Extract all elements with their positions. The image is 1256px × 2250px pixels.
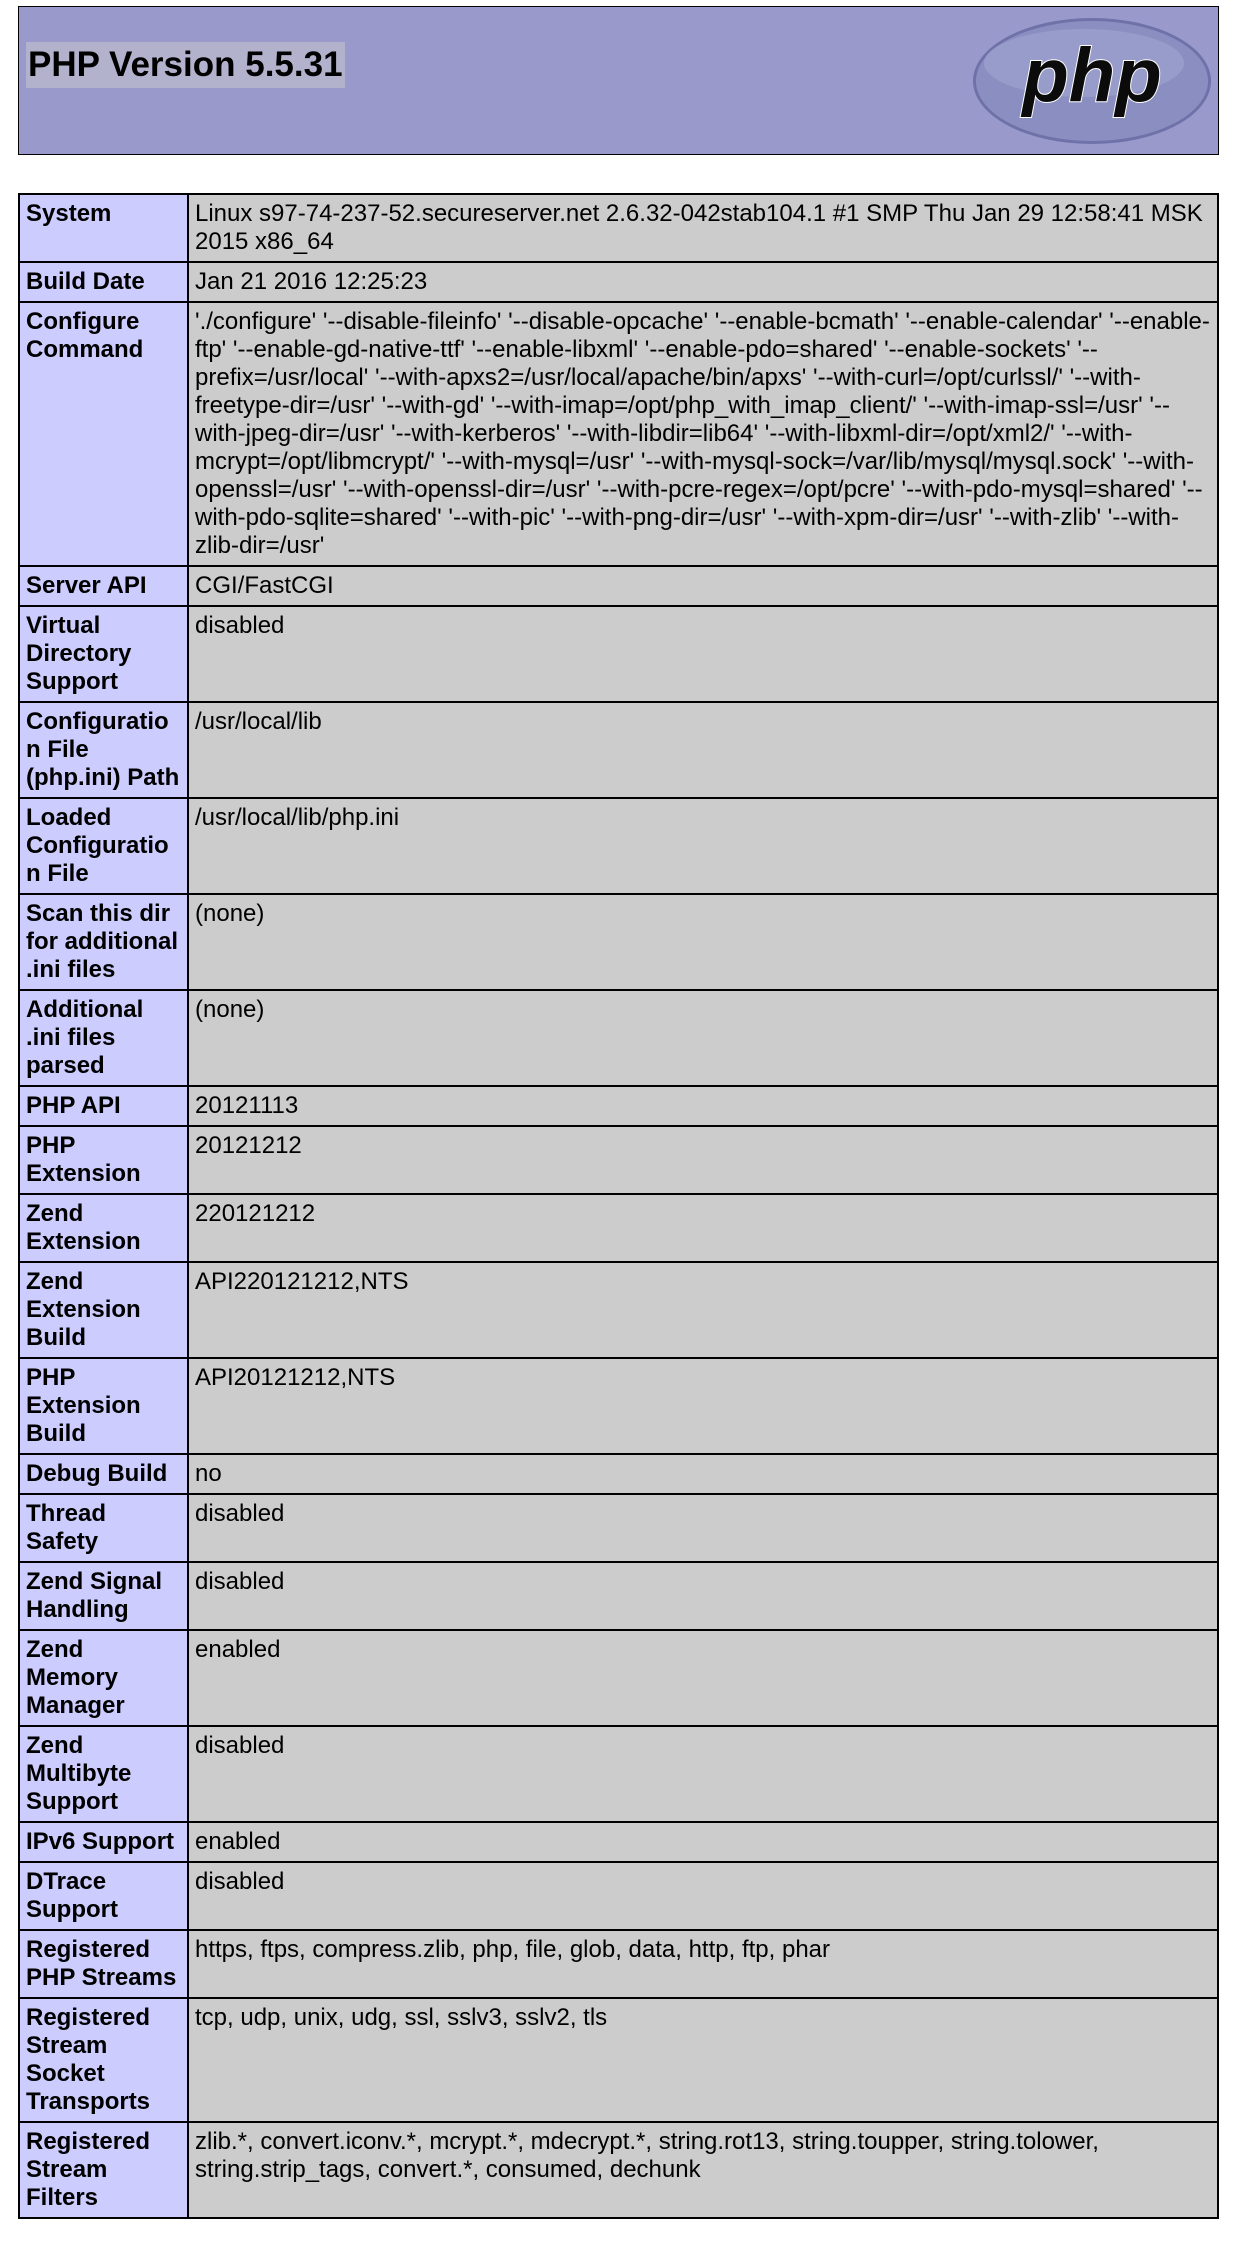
row-value: /usr/local/lib bbox=[188, 702, 1218, 798]
row-value: disabled bbox=[188, 606, 1218, 702]
info-row bbox=[19, 2122, 1218, 2218]
row-value: CGI/FastCGI bbox=[188, 566, 1218, 606]
row-label: Virtual Directory Support bbox=[19, 606, 188, 702]
row-label: Additional .ini files parsed bbox=[19, 990, 188, 1086]
row-value: Linux s97-74-237-52.secureserver.net 2.6.32-042stab104.1 #1 SMP Thu Jan 29 12:58:41 MSK 2015 x86_64 bbox=[188, 194, 1218, 262]
row-label: System bbox=[19, 194, 188, 262]
info-row bbox=[19, 894, 1218, 990]
row-label: Zend Signal Handling bbox=[19, 1562, 188, 1630]
row-value: disabled bbox=[188, 1562, 1218, 1630]
row-label: Zend Multibyte Support bbox=[19, 1726, 188, 1822]
row-label: Thread Safety bbox=[19, 1494, 188, 1562]
row-label: PHP Extension Build bbox=[19, 1358, 188, 1454]
row-label: Zend Memory Manager bbox=[19, 1630, 188, 1726]
page-title: PHP Version 5.5.31 bbox=[26, 42, 345, 88]
row-label: Scan this dir for additional .ini files bbox=[19, 894, 188, 990]
row-value: Jan 21 2016 12:25:23 bbox=[188, 262, 1218, 302]
row-value: enabled bbox=[188, 1630, 1218, 1726]
row-value: 220121212 bbox=[188, 1194, 1218, 1262]
row-value: https, ftps, compress.zlib, php, file, glob, data, http, ftp, phar bbox=[188, 1930, 1218, 1998]
info-row bbox=[19, 1930, 1218, 1998]
row-label: DTrace Support bbox=[19, 1862, 188, 1930]
info-row bbox=[19, 1126, 1218, 1194]
row-value: enabled bbox=[188, 1822, 1218, 1862]
info-row bbox=[19, 1998, 1218, 2122]
info-row bbox=[19, 1358, 1218, 1454]
version-header bbox=[18, 6, 1219, 155]
row-label: Build Date bbox=[19, 262, 188, 302]
row-label: Registered PHP Streams bbox=[19, 1930, 188, 1998]
row-label: PHP Extension bbox=[19, 1126, 188, 1194]
php-logo bbox=[972, 17, 1212, 145]
info-row bbox=[19, 1454, 1218, 1494]
row-value: disabled bbox=[188, 1726, 1218, 1822]
row-label: PHP API bbox=[19, 1086, 188, 1126]
info-row bbox=[19, 1494, 1218, 1562]
row-value: API20121212,NTS bbox=[188, 1358, 1218, 1454]
row-value: (none) bbox=[188, 990, 1218, 1086]
row-value: disabled bbox=[188, 1862, 1218, 1930]
info-row bbox=[19, 798, 1218, 894]
row-value: './configure' '--disable-fileinfo' '--disable-opcache' '--enable-bcmath' '--enable-calendar' '--enable-ftp' '--enable-gd-native-ttf' '--enable-libxml' '--enable-pdo=shared' '--enable-sockets' '--prefix=/usr/local' '--with-apxs2=/usr/local/apache/bin/apxs' '--with-curl=/opt/curlssl/' '--with-freetype-dir=/usr' '--with-gd' '--with-imap=/opt/php_with_imap_client/' '--with-imap-ssl=/usr' '--with-jpeg-dir=/usr' '--with-kerberos' '--with-libdir=lib64' '--with-libxml-dir=/opt/xml2/' '--with-mcrypt=/opt/libmcrypt/' '--with-mysql=/usr' '--with-mysql-sock=/var/lib/mysql/mysql.sock' '--with-openssl=/usr' '--with-openssl-dir=/usr' '--with-pcre-regex=/opt/pcre' '--with-pdo-mysql=shared' '--with-pdo-sqlite=shared' '--with-pic' '--with-png-dir=/usr' '--with-xpm-dir=/usr' '--with-zlib' '--with-zlib-dir=/usr' bbox=[188, 302, 1218, 566]
info-row bbox=[19, 262, 1218, 302]
row-label: Registered Stream Filters bbox=[19, 2122, 188, 2218]
row-label: Loaded Configuration File bbox=[19, 798, 188, 894]
row-label: Debug Build bbox=[19, 1454, 188, 1494]
row-label: IPv6 Support bbox=[19, 1822, 188, 1862]
row-label: Configuration File (php.ini) Path bbox=[19, 702, 188, 798]
row-label: Configure Command bbox=[19, 302, 188, 566]
row-value: tcp, udp, unix, udg, ssl, sslv3, sslv2, tls bbox=[188, 1998, 1218, 2122]
row-value: 20121212 bbox=[188, 1126, 1218, 1194]
info-row bbox=[19, 1822, 1218, 1862]
info-row bbox=[19, 194, 1218, 262]
row-label: Zend Extension Build bbox=[19, 1262, 188, 1358]
php-info-table-body bbox=[19, 194, 1218, 2218]
info-row bbox=[19, 1194, 1218, 1262]
row-label: Server API bbox=[19, 566, 188, 606]
row-label: Registered Stream Socket Transports bbox=[19, 1998, 188, 2122]
row-value: zlib.*, convert.iconv.*, mcrypt.*, mdecrypt.*, string.rot13, string.toupper, string.tolower, string.strip_tags, convert.*, consumed, dechunk bbox=[188, 2122, 1218, 2218]
info-row bbox=[19, 1726, 1218, 1822]
row-value: no bbox=[188, 1454, 1218, 1494]
info-row bbox=[19, 1562, 1218, 1630]
row-label: Zend Extension bbox=[19, 1194, 188, 1262]
info-row bbox=[19, 606, 1218, 702]
info-row bbox=[19, 1630, 1218, 1726]
info-row bbox=[19, 1262, 1218, 1358]
php-logo-text: php bbox=[1022, 33, 1162, 118]
info-row bbox=[19, 990, 1218, 1086]
row-value: (none) bbox=[188, 894, 1218, 990]
row-value: 20121113 bbox=[188, 1086, 1218, 1126]
info-row bbox=[19, 1862, 1218, 1930]
info-row bbox=[19, 566, 1218, 606]
row-value: API220121212,NTS bbox=[188, 1262, 1218, 1358]
row-value: disabled bbox=[188, 1494, 1218, 1562]
php-info-table bbox=[18, 193, 1219, 2219]
info-row bbox=[19, 302, 1218, 566]
info-row bbox=[19, 1086, 1218, 1126]
row-value: /usr/local/lib/php.ini bbox=[188, 798, 1218, 894]
info-row bbox=[19, 702, 1218, 798]
